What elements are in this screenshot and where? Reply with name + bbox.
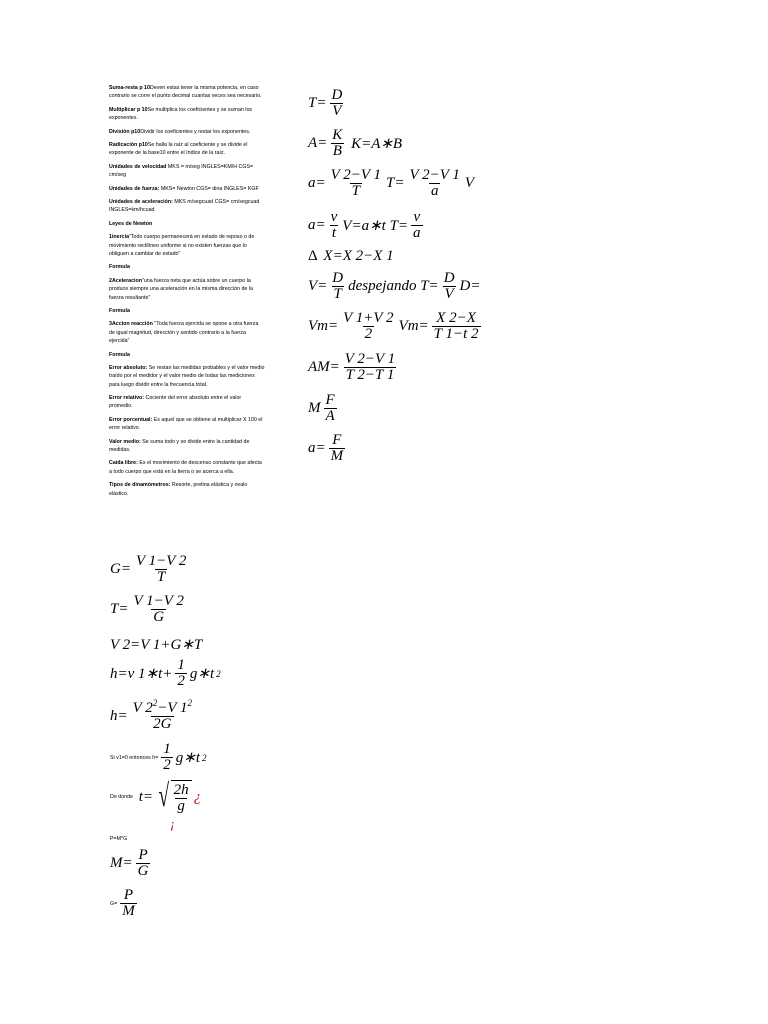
note-label: 2Aceleracion (109, 277, 142, 284)
note-paragraph (109, 459, 265, 476)
note-text: Deven estas tener la misma potencia, en caso contrario se corre el punto decimal cuantas veces sea necesario. (109, 85, 262, 100)
note-label: División p10 (109, 128, 141, 135)
note-label: 1inercia (109, 234, 130, 241)
note-text: "Toda fuerza ejercida se opone a otra fuerza de igual magnitud, dirección y sentido contrario a la fuerza ejercida" (109, 321, 259, 345)
note-text: Se suma todo y se divide entre la cantidad de medidas. (109, 438, 250, 453)
equation-a-k-b: A= $\frac{K}{B}$ K=A∗B (308, 127, 403, 159)
note-text: "Todo cuerpo permanecerá en estado de reposo o de movimiento rectilíneo uniforme si no existen fuerzas que lo obliguen a cambiar de estado" (109, 234, 255, 257)
note-label: Unidades de fuerza: (109, 185, 160, 192)
note-text: MKS m/segcuad CGS= cm/segcuad INGLES=km/hcuad (109, 199, 260, 214)
equation-m-p-g: M= $\frac{P}{G}$ (110, 847, 149, 879)
note-text: Cociente del error absoluto entre el valor promedio. (109, 395, 242, 410)
equation-h-v1t: h=v 1∗t+ $\frac{1}{2}$ g∗t 2 (110, 657, 221, 689)
note-label: Formula (109, 264, 130, 271)
equation-vm: Vm= $\frac{V 1+V 2}{2}$ Vm= $\frac{X 2-X}{T 1-t 2}$ (308, 310, 479, 342)
note-label: Formula (109, 351, 130, 358)
equation-v2: V 2=V 1+G∗T (110, 637, 203, 653)
caption-de-donde: De donde (110, 794, 133, 800)
note-paragraph (109, 198, 265, 215)
note-label: Leyes de Newton (109, 220, 153, 227)
note-text: MKS = m/seg INGLES=KM/H CGS= cm/seg (109, 163, 254, 179)
note-paragraph (109, 481, 265, 498)
note-paragraph (109, 233, 265, 258)
equation-v-despejando: V= $\frac{D}{T}$ despejando T= $\frac{D}{V}$ D= (308, 270, 481, 302)
note-paragraph (109, 320, 265, 345)
note-paragraph (109, 141, 265, 158)
caption-pmg: P=M*G (110, 836, 128, 842)
note-paragraph (109, 364, 265, 389)
note-label: Multiplicar p 10 (109, 106, 148, 113)
note-paragraph (109, 220, 265, 228)
note-label: Error relativo: (109, 395, 145, 402)
equation-g: G= $\frac{V 1-V 2}{T}$ (110, 553, 187, 585)
note-label: Unidades de aceleración: (109, 199, 173, 206)
equation-a-v-t: a= $\frac{v}{t}$ V=a∗t T= $\frac{v}{a}$ (308, 209, 421, 241)
equation-t-sqrt: De donde t= √ $\frac{2h}{g}$ ¿ (110, 777, 202, 814)
note-label: Suma-resta p 10 (109, 85, 150, 91)
note-label: Tipos de dinamómetros: (109, 482, 171, 489)
equation-t-g: T= $\frac{V 1-V 2}{G}$ (110, 593, 184, 625)
equation-delta-x: Δ X=X 2−X 1 (308, 248, 394, 264)
equation-a-f-m: a= $\frac{F}{M}$ (308, 432, 344, 464)
note-paragraph (109, 128, 265, 136)
note-paragraph (109, 394, 265, 411)
note-paragraph (109, 84, 265, 101)
caption-g-eq: G= (110, 900, 118, 907)
note-paragraph (109, 307, 265, 315)
note-paragraph (109, 163, 265, 180)
note-paragraph (109, 277, 265, 302)
note-label: 3Accion reacción (109, 321, 153, 328)
note-paragraph (109, 185, 265, 193)
note-text: Dividir los coeficientes y restar los exponentes. (140, 128, 251, 135)
caption-si-v1: Si v1=0 entonces h= (110, 754, 159, 761)
note-text: Se multiplica los coeficientes y se suman los exponentes. (109, 106, 253, 122)
note-label: Formula (109, 308, 130, 314)
note-text: Resorte, pretina elástica y ovalo elástico. (109, 482, 248, 497)
note-paragraph (109, 351, 265, 359)
equation-m-f-a: M $\frac{F}{A}$ (308, 392, 335, 424)
equation-si-v1: Si v1=0 entonces h= $\frac{1}{2}$ g∗t 2 (110, 741, 207, 773)
note-label: Error porcentual: (109, 416, 153, 423)
note-label: Error absoluto: (109, 365, 148, 372)
equation-h-v2sq: h= $\frac{V 2^2-V 1^2}{2G}$ (110, 698, 193, 732)
note-text: Se halla la raíz al coeficiente y se divide el exponente de la base10 entre el índice de la raíz. (109, 142, 248, 157)
note-paragraph (109, 106, 265, 123)
note-label: Valor medio: (109, 438, 141, 445)
note-text: "una fuerza neta que actúa sobre un cuerpo la produce siempre una aceleración en la misma dirección de la fuerza resultante" (109, 277, 253, 301)
equation-am: AM= $\frac{V 2-V 1}{T 2-T 1}$ (308, 351, 396, 383)
equation-a-v2-v1: a= $\frac{V 2-V 1}{T}$ T= $\frac{V 2-V 1}{a}$ V (308, 167, 475, 199)
notes-column (109, 84, 265, 503)
red-mark: ¡ (170, 816, 176, 831)
note-paragraph (109, 416, 265, 433)
equation-g-p-m: G= $\frac{P}{M}$ (110, 887, 135, 919)
equation-t-d-v: T= $\frac{D}{V}$ (308, 87, 343, 119)
note-paragraph (109, 438, 265, 455)
note-label: Caída libre: (109, 460, 138, 467)
note-text: Se restan las medidas probables y el valor medio traído por el medidor y el valor medio de todas las mediciones para luego dividir entre la frecuencia total. (109, 365, 265, 388)
note-label: Radicación p10 (109, 142, 148, 149)
note-text: Es el movimiento de descenso constante que afecta a todo cuerpo que está en la tierra o se acerca a ella. (109, 460, 262, 475)
note-text: Es aquel que se obtiene al multiplicar X 100 el error relativo. (109, 416, 263, 432)
note-text: MKS= Newton CGS= dina INGLES= KGF (159, 185, 259, 192)
note-label: Unidades de velocidad (109, 163, 167, 170)
note-paragraph (109, 263, 265, 271)
